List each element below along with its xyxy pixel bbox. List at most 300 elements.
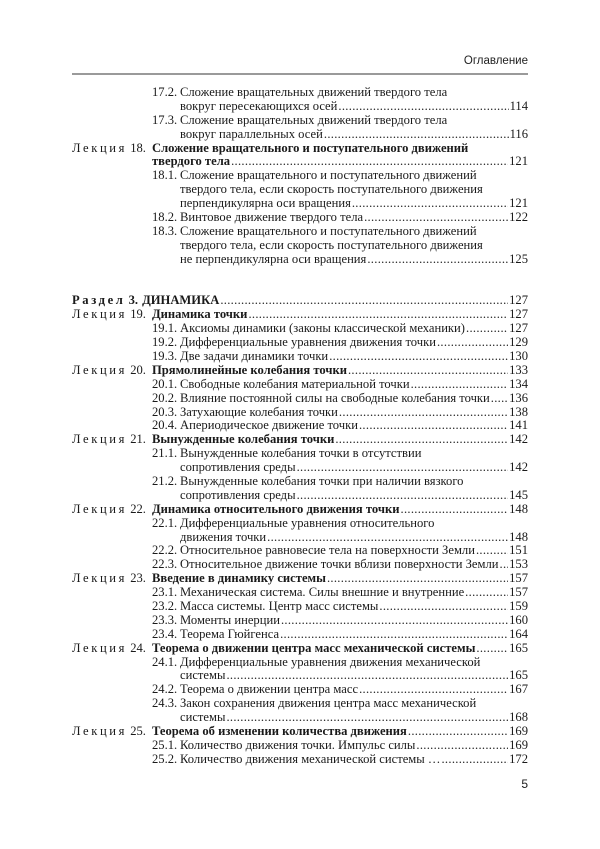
label-number: 20. — [130, 362, 146, 377]
entry-page: 125 — [509, 251, 528, 266]
entry-title: Затухающие колебания точки — [180, 404, 338, 419]
entry-title: Две задачи динамики точки — [180, 348, 329, 363]
entry-title: Дифференциальные уравнения движения точки — [180, 335, 436, 350]
label-word: Лекция — [72, 140, 128, 155]
entry-page: 169 — [509, 737, 528, 752]
entry-label — [72, 669, 152, 683]
toc-entry[interactable] — [72, 86, 528, 100]
entry-number: 17.3. — [152, 112, 178, 127]
entry-body — [138, 294, 528, 308]
entry-label — [72, 364, 152, 378]
dot-leader — [248, 308, 508, 322]
dot-leader — [359, 419, 508, 433]
entry-number: 23.3. — [152, 612, 178, 627]
entry-number: 24.2. — [152, 682, 178, 697]
entry-page: 141 — [509, 418, 528, 433]
entry-label — [72, 558, 152, 572]
label-number: 21. — [130, 432, 146, 447]
entry-page: 127 — [509, 321, 528, 336]
dot-leader — [359, 683, 508, 697]
toc-entry[interactable] — [72, 489, 528, 503]
entry-title: вокруг пересекающихся осей — [180, 98, 338, 113]
entry-body — [152, 211, 528, 225]
entry-body — [152, 642, 528, 656]
entry-page: 160 — [509, 612, 528, 627]
entry-number: 23.4. — [152, 626, 178, 641]
entry-body — [152, 656, 528, 670]
entry-title: движения точки — [180, 529, 267, 544]
entry-page: 116 — [509, 126, 528, 141]
entry-page: 168 — [509, 710, 528, 725]
toc-lecture[interactable] — [72, 155, 528, 169]
dot-leader — [267, 531, 508, 545]
toc-entry[interactable] — [72, 711, 528, 725]
entry-body — [152, 406, 528, 420]
entry-body — [152, 155, 528, 169]
entry-label — [72, 475, 152, 489]
entry-number: 24.3. — [152, 696, 178, 711]
entry-page: 151 — [509, 543, 528, 558]
toc-entry[interactable] — [72, 253, 528, 267]
entry-body — [152, 197, 528, 211]
toc-lecture[interactable] — [72, 503, 528, 517]
entry-label — [72, 225, 152, 239]
toc-entry[interactable] — [72, 322, 528, 336]
entry-page: 114 — [509, 98, 528, 113]
entry-title: Количество движения точки. Импульс силы — [180, 737, 416, 752]
entry-body — [152, 669, 528, 683]
entry-label — [72, 378, 152, 392]
entry-page: 127 — [509, 307, 528, 322]
spacer — [72, 267, 528, 295]
entry-body — [152, 364, 528, 378]
dot-leader — [335, 433, 508, 447]
entry-number: 22.3. — [152, 557, 178, 572]
header-rule — [72, 73, 528, 75]
entry-number: 20.1. — [152, 376, 178, 391]
entry-number: 18.2. — [152, 210, 178, 225]
entry-title: Механическая система. Силы внешние и внутренние — [180, 585, 465, 600]
label-number: 24. — [130, 640, 146, 655]
entry-label — [72, 239, 152, 253]
toc-entry[interactable] — [72, 419, 528, 433]
entry-body — [152, 586, 528, 600]
dot-leader — [226, 711, 508, 725]
entry-body — [152, 100, 528, 114]
entry-title: не перпендикулярна оси вращения — [180, 251, 367, 266]
toc-entry[interactable] — [72, 406, 528, 420]
entry-body — [152, 392, 528, 406]
toc-lecture[interactable] — [72, 142, 528, 156]
entry-label — [72, 711, 152, 725]
entry-number: 23.2. — [152, 598, 178, 613]
label-word: Лекция — [72, 640, 128, 655]
dot-leader — [437, 336, 508, 350]
label-number: 23. — [130, 571, 146, 586]
entry-body — [152, 225, 528, 239]
entry-label — [72, 322, 152, 336]
dot-leader — [408, 725, 508, 739]
entry-page: 121 — [509, 196, 528, 211]
entry-title: Закон сохранения движения центра масс механической — [180, 696, 477, 711]
dot-leader — [339, 406, 508, 420]
toc-entry[interactable] — [72, 739, 528, 753]
toc-entry[interactable] — [72, 544, 528, 558]
entry-label — [72, 197, 152, 211]
entry-body — [152, 253, 528, 267]
entry-title: Динамика точки — [152, 307, 248, 322]
entry-label — [72, 739, 152, 753]
entry-number: 22.1. — [152, 515, 178, 530]
entry-title: твердого тела, если скорость поступательного движения — [180, 182, 483, 197]
entry-body — [152, 683, 528, 697]
entry-title: Апериодическое движение точки — [180, 418, 358, 433]
entry-label — [72, 142, 152, 156]
toc-lecture[interactable] — [72, 642, 528, 656]
dot-leader — [352, 197, 508, 211]
entry-label — [72, 517, 152, 531]
label-number: 18. — [130, 140, 146, 155]
entry-page: 153 — [509, 557, 528, 572]
entry-title: Вынужденные колебания точки при наличии вязкого — [180, 473, 464, 488]
entry-label — [72, 308, 152, 322]
toc-entry[interactable] — [72, 239, 528, 253]
toc-entry[interactable] — [72, 128, 528, 142]
entry-title: Свободные колебания материальной точки — [180, 376, 410, 391]
entry-number: 21.2. — [152, 473, 178, 488]
entry-number: 22.2. — [152, 543, 178, 558]
label-word: Лекция — [72, 501, 128, 516]
toc-entry[interactable] — [72, 558, 528, 572]
label-number: 25. — [130, 723, 146, 738]
entry-title: Влияние постоянной силы на свободные колебания точки — [180, 390, 490, 405]
entry-body — [152, 86, 528, 100]
entry-label — [72, 406, 152, 420]
entry-label — [72, 586, 152, 600]
dot-leader — [297, 461, 509, 475]
entry-body — [152, 322, 528, 336]
entry-title: Дифференциальные уравнения движения механической — [180, 654, 481, 669]
entry-label — [72, 725, 152, 739]
entry-body — [152, 142, 528, 156]
entry-label — [72, 683, 152, 697]
entry-title: Масса системы. Центр масс системы — [180, 598, 379, 613]
dot-leader — [329, 350, 508, 364]
dot-leader — [220, 294, 508, 308]
entry-label — [72, 614, 152, 628]
dot-leader — [338, 100, 508, 114]
entry-title: Вынужденные колебания точки — [152, 432, 335, 447]
entry-page: 157 — [509, 571, 528, 586]
toc-lecture[interactable] — [72, 572, 528, 586]
entry-title: перпендикулярна оси вращения — [180, 196, 351, 211]
entry-label — [72, 544, 152, 558]
entry-title: Сложение вращательных движений твердого тела — [180, 85, 448, 99]
page-number: 5 — [521, 777, 528, 791]
entry-number: 19.1. — [152, 321, 178, 336]
entry-body — [152, 350, 528, 364]
entry-label — [72, 253, 152, 267]
entry-page: 142 — [509, 460, 528, 475]
toc-entry[interactable] — [72, 197, 528, 211]
entry-body — [152, 614, 528, 628]
table-of-contents — [72, 86, 528, 767]
running-header: Оглавление — [463, 55, 528, 67]
entry-label — [72, 628, 152, 642]
entry-number: 18.1. — [152, 168, 178, 183]
entry-page: 134 — [509, 376, 528, 391]
entry-body — [152, 378, 528, 392]
entry-title: твердого тела — [152, 154, 231, 169]
toc-entry[interactable] — [72, 211, 528, 225]
entry-label — [72, 183, 152, 197]
entry-number: 20.2. — [152, 390, 178, 405]
entry-body — [152, 461, 528, 475]
entry-body — [152, 489, 528, 503]
entry-number: 25.2. — [152, 751, 178, 766]
entry-label — [72, 600, 152, 614]
entry-title: Сложение вращательного и поступательного движений — [152, 140, 469, 155]
entry-title: Теорема о движении центра масс — [180, 682, 359, 697]
toc-section[interactable] — [72, 294, 528, 308]
entry-page: 142 — [509, 432, 528, 447]
entry-label — [72, 336, 152, 350]
entry-title: Введение в динамику системы — [152, 571, 326, 586]
dot-leader — [348, 364, 508, 378]
entry-body — [152, 433, 528, 447]
entry-page: 136 — [509, 390, 528, 405]
dot-leader — [466, 322, 508, 336]
entry-title: системы — [180, 668, 226, 683]
entry-label — [72, 656, 152, 670]
entry-label — [72, 211, 152, 225]
dot-leader — [416, 739, 508, 753]
entry-label — [72, 100, 152, 114]
dot-leader — [364, 211, 508, 225]
dot-leader — [411, 378, 509, 392]
entry-number: 19.3. — [152, 348, 178, 363]
entry-title: Динамика относительного движения точки — [152, 501, 400, 516]
entry-page: 157 — [509, 585, 528, 600]
dot-leader — [401, 503, 509, 517]
entry-title: Теорема о движении центра масс механической системы — [152, 640, 476, 655]
label-number: 22. — [130, 501, 146, 516]
entry-page: 165 — [509, 668, 528, 683]
entry-page: 164 — [509, 626, 528, 641]
entry-body — [152, 128, 528, 142]
label-word: Лекция — [72, 307, 128, 322]
toc-lecture[interactable] — [72, 725, 528, 739]
toc-lecture[interactable] — [72, 364, 528, 378]
entry-label — [72, 503, 152, 517]
entry-page: 148 — [509, 501, 528, 516]
entry-page: 169 — [509, 723, 528, 738]
entry-title: системы — [180, 710, 226, 725]
entry-label — [72, 447, 152, 461]
entry-body — [152, 447, 528, 461]
entry-label — [72, 489, 152, 503]
entry-number: 20.4. — [152, 418, 178, 433]
entry-label — [72, 753, 152, 767]
entry-body — [152, 336, 528, 350]
entry-title: Теорема Гюйгенса — [180, 626, 280, 641]
entry-label — [72, 697, 152, 711]
entry-body — [152, 169, 528, 183]
entry-body — [152, 114, 528, 128]
toc-entry[interactable] — [72, 628, 528, 642]
entry-title: Вынужденные колебания точки в отсутствии — [180, 446, 422, 461]
entry-title: твердого тела, если скорость поступательного движения — [180, 237, 483, 252]
toc-entry[interactable] — [72, 350, 528, 364]
entry-title: Моменты инерции — [180, 612, 280, 627]
entry-body — [152, 697, 528, 711]
entry-page: 165 — [509, 640, 528, 655]
toc-entry[interactable] — [72, 586, 528, 600]
entry-title: Сложение вращательного и поступательного движений — [180, 168, 477, 183]
entry-label — [72, 86, 152, 100]
dot-leader — [500, 558, 509, 572]
entry-page: 130 — [509, 348, 528, 363]
entry-page: 121 — [509, 154, 528, 169]
entry-body — [152, 739, 528, 753]
entry-title: вокруг параллельных осей — [180, 126, 323, 141]
toc-entry[interactable] — [72, 169, 528, 183]
entry-title: Аксиомы динамики (законы классической механики) — [180, 321, 465, 336]
entry-number: 18.3. — [152, 223, 178, 238]
entry-body — [152, 531, 528, 545]
toc-entry[interactable] — [72, 753, 528, 767]
toc-entry[interactable] — [72, 683, 528, 697]
entry-body — [152, 558, 528, 572]
toc-entry[interactable] — [72, 461, 528, 475]
entry-number: 19.2. — [152, 335, 178, 350]
entry-page: 148 — [509, 529, 528, 544]
toc-entry[interactable] — [72, 100, 528, 114]
toc-lecture[interactable] — [72, 433, 528, 447]
dot-leader — [231, 155, 508, 169]
entry-label — [72, 392, 152, 406]
entry-number: 24.1. — [152, 654, 178, 669]
toc-entry[interactable] — [72, 531, 528, 545]
entry-body — [152, 517, 528, 531]
dot-leader — [324, 128, 509, 142]
entry-label — [72, 155, 152, 169]
toc-entry[interactable] — [72, 614, 528, 628]
dot-leader — [476, 544, 508, 558]
toc-entry[interactable] — [72, 336, 528, 350]
entry-page: 127 — [509, 293, 528, 308]
toc-entry[interactable] — [72, 225, 528, 239]
entry-title: Количество движения механической системы … — [180, 751, 441, 766]
entry-title: Дифференциальные уравнения относительного — [180, 515, 435, 530]
entry-title: Относительное движение точки вблизи поверхности Земли — [180, 557, 499, 572]
entry-label — [72, 350, 152, 364]
entry-body — [152, 419, 528, 433]
entry-page: 159 — [509, 598, 528, 613]
entry-label — [72, 294, 138, 308]
label-number: 3. — [128, 293, 139, 308]
entry-label — [72, 128, 152, 142]
entry-label — [72, 572, 152, 586]
entry-number: 21.1. — [152, 446, 178, 461]
toc-entry[interactable] — [72, 183, 528, 197]
toc-entry[interactable] — [72, 697, 528, 711]
label-number: 19. — [130, 307, 146, 322]
entry-number: 20.3. — [152, 404, 178, 419]
entry-page: 138 — [509, 404, 528, 419]
entry-page: 122 — [509, 210, 528, 225]
toc-entry[interactable] — [72, 656, 528, 670]
dot-leader — [280, 628, 508, 642]
label-word: Лекция — [72, 432, 128, 447]
entry-body — [152, 544, 528, 558]
dot-leader — [491, 392, 508, 406]
entry-page: 129 — [509, 335, 528, 350]
entry-body — [152, 572, 528, 586]
label-word: Лекция — [72, 723, 128, 738]
entry-body — [152, 503, 528, 517]
entry-label — [72, 461, 152, 475]
toc-entry[interactable] — [72, 475, 528, 489]
entry-body — [152, 183, 528, 197]
entry-body — [152, 475, 528, 489]
dot-leader — [297, 489, 509, 503]
entry-label — [72, 642, 152, 656]
entry-page: 133 — [509, 362, 528, 377]
entry-title: Теорема об изменении количества движения — [152, 723, 407, 738]
entry-label — [72, 433, 152, 447]
entry-body — [152, 239, 528, 253]
toc-entry[interactable] — [72, 392, 528, 406]
entry-label — [72, 531, 152, 545]
dot-leader — [441, 753, 508, 767]
entry-body — [152, 711, 528, 725]
entry-page: 167 — [509, 682, 528, 697]
entry-title: Прямолинейные колебания точки — [152, 362, 347, 377]
dot-leader — [476, 642, 508, 656]
entry-number: 25.1. — [152, 737, 178, 752]
label-word: Раздел — [72, 293, 126, 308]
entry-body — [152, 725, 528, 739]
entry-label — [72, 419, 152, 433]
entry-title: сопротивления среды — [180, 460, 296, 475]
entry-title: Относительное равновесие тела на поверхности Земли — [180, 543, 475, 558]
entry-body — [152, 308, 528, 322]
entry-body — [152, 600, 528, 614]
toc-entry[interactable] — [72, 114, 528, 128]
label-word: Лекция — [72, 571, 128, 586]
entry-label — [72, 114, 152, 128]
toc-entry[interactable] — [72, 517, 528, 531]
entry-number: 23.1. — [152, 585, 178, 600]
entry-title: Сложение вращательного и поступательного движений — [180, 223, 477, 238]
toc-lecture[interactable] — [72, 308, 528, 322]
dot-leader — [367, 253, 508, 267]
entry-title: ДИНАМИКА — [142, 293, 220, 308]
toc-entry[interactable] — [72, 447, 528, 461]
entry-title: Винтовое движение твердого тела — [180, 210, 364, 225]
entry-title: сопротивления среды — [180, 487, 296, 502]
entry-page: 145 — [509, 487, 528, 502]
entry-page: 172 — [509, 751, 528, 766]
dot-leader — [327, 572, 508, 586]
toc-entry[interactable] — [72, 378, 528, 392]
entry-label — [72, 169, 152, 183]
entry-title: Сложение вращательных движений твердого тела — [180, 112, 448, 127]
dot-leader — [379, 600, 508, 614]
toc-entry[interactable] — [72, 600, 528, 614]
toc-entry[interactable] — [72, 669, 528, 683]
